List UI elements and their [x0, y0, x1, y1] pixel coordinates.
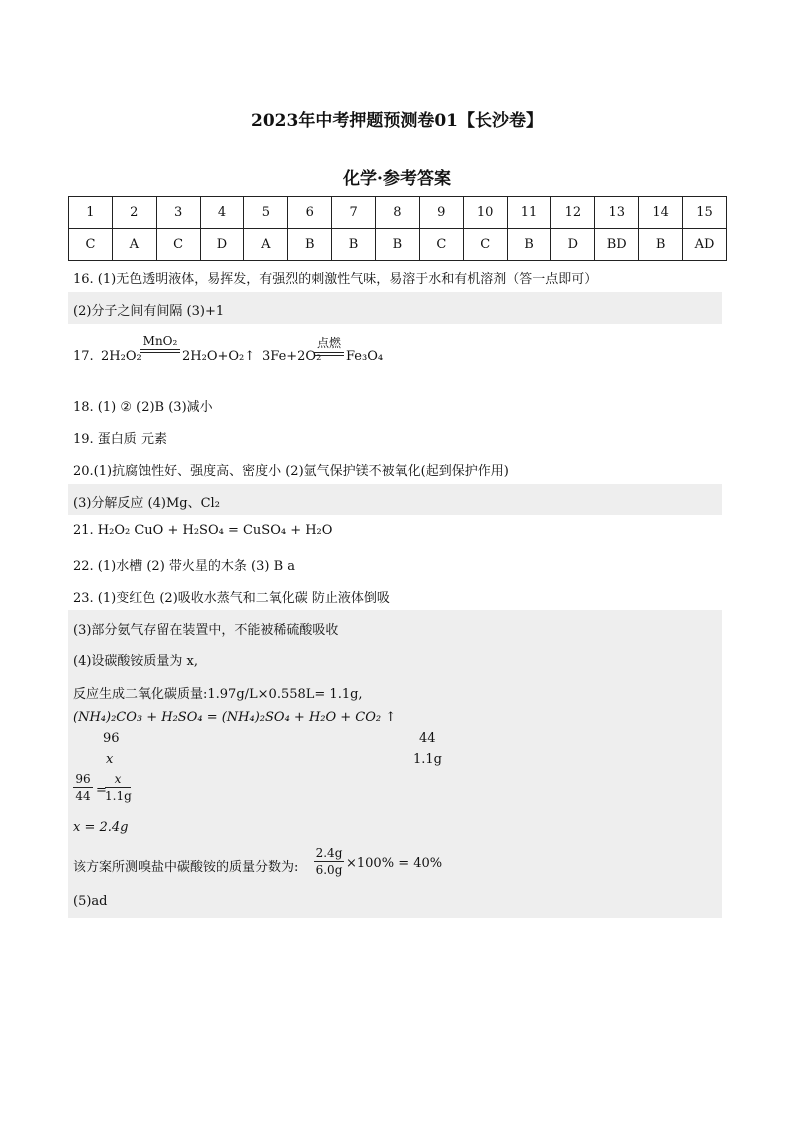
ratio-fraction-2 [105, 772, 131, 803]
question-number-cell: 8 [376, 197, 420, 229]
mass-44: 44 [419, 731, 436, 746]
answer-cell: C [69, 229, 113, 261]
question-number-cell: 4 [200, 197, 244, 229]
mass-96: 96 [103, 731, 120, 746]
answer-23-line4: 反应生成二氧化碳质量:1.97g/L×0.558L= 1.1g, [73, 687, 363, 702]
answer-17-eq2-left: 3Fe+2O₂ [262, 349, 322, 364]
answer-17-eq2-condition [314, 334, 344, 356]
question-number-cell: 2 [112, 197, 156, 229]
table-row-numbers [69, 197, 727, 229]
answer-cell: B [288, 229, 332, 261]
equals-sign [314, 352, 344, 356]
answer-cell: D [551, 229, 595, 261]
question-number-cell: 15 [683, 197, 727, 229]
question-number-cell: 12 [551, 197, 595, 229]
answer-23-line2: (3)部分氨气存留在装置中，不能被稀硫酸吸收 [73, 623, 339, 638]
equals-sign [140, 349, 180, 353]
ratio-fraction-1 [73, 772, 93, 803]
ratio-equals: = [96, 783, 107, 798]
fraction-numerator: 2.4g [315, 846, 343, 860]
condition-label: 点燃 [316, 336, 341, 350]
answer-23-line1: 23. (1)变红色 (2)吸收水蒸气和二氧化碳 防止液体倒吸 [73, 591, 390, 606]
result-x: x = 2.4g [73, 820, 129, 835]
question-number-cell: 1 [69, 197, 113, 229]
answer-22: 22. (1)水槽 (2) 带火星的木条 (3) B a [73, 559, 296, 574]
fraction-denominator: 44 [75, 789, 91, 803]
mass-x: x [106, 752, 114, 767]
answer-19: 19. 蛋白质 元素 [73, 432, 167, 447]
question-number-cell: 10 [463, 197, 507, 229]
answer-cell: A [244, 229, 288, 261]
question-number-cell: 5 [244, 197, 288, 229]
answer-cell: B [507, 229, 551, 261]
answer-17-eq1-left: 2H₂O₂ [101, 349, 142, 364]
page-subtitle: 化学·参考答案 [343, 169, 451, 189]
mass-fraction-suffix: ×100% = 40% [346, 856, 443, 871]
answer-18: 18. (1) ② (2)B (3)减小 [73, 400, 213, 415]
table-row-answers [69, 229, 727, 261]
answer-16-line1: 16. (1)无色透明液体，易挥发，有强烈的刺激性气味，易溶于水和有机溶剂（答一点即可） [73, 272, 598, 287]
answer-21: 21. H₂O₂ CuO + H₂SO₄ = CuSO₄ + H₂O [73, 523, 333, 538]
answer-cell: D [200, 229, 244, 261]
answer-17-eq1-condition [140, 334, 180, 353]
question-number-cell: 9 [419, 197, 463, 229]
fraction-denominator: 6.0g [315, 863, 343, 877]
mass-fraction [314, 846, 344, 877]
answer-23-line3: (4)设碳酸铵质量为 x, [73, 654, 199, 669]
fraction-numerator: x [114, 772, 122, 786]
answer-16-line2: (2)分子之间有间隔 (3)+1 [73, 304, 225, 319]
answer-cell: C [156, 229, 200, 261]
answer-17-eq1-right: 2H₂O+O₂↑ [182, 349, 256, 364]
fraction-denominator: 1.1g [105, 789, 132, 803]
question-number-cell: 13 [595, 197, 639, 229]
answer-cell: C [419, 229, 463, 261]
fraction-bar [314, 861, 344, 862]
question-number-cell: 14 [639, 197, 683, 229]
answer-23-equation: (NH₄)₂CO₃ + H₂SO₄ = (NH₄)₂SO₄ + H₂O + CO₂ ↑ [73, 710, 397, 725]
answer-cell: B [376, 229, 420, 261]
answer-23-line5: (5)ad [73, 894, 108, 909]
mass-fraction-prefix: 该方案所测嗅盐中碳酸铵的质量分数为: [73, 860, 299, 875]
answer-20-line1: 20.(1)抗腐蚀性好、强度高、密度小 (2)氩气保护镁不被氧化(起到保护作用) [73, 464, 509, 479]
answer-table [68, 196, 727, 261]
answer-cell: AD [683, 229, 727, 261]
answer-cell: BD [595, 229, 639, 261]
answer-cell: B [639, 229, 683, 261]
question-number-cell: 6 [288, 197, 332, 229]
mass-1-1g: 1.1g [413, 752, 442, 767]
answer-17-eq2-right: Fe₃O₄ [346, 349, 384, 364]
fraction-numerator: 96 [75, 772, 91, 786]
fraction-bar [73, 787, 93, 788]
answer-cell: C [463, 229, 507, 261]
page-title: 2023年中考押题预测卷01【长沙卷】 [251, 111, 543, 131]
question-number-cell: 7 [332, 197, 376, 229]
question-number-cell: 11 [507, 197, 551, 229]
answer-cell: A [112, 229, 156, 261]
fraction-bar [105, 787, 131, 788]
answer-17-number: 17. [73, 349, 94, 364]
question-number-cell: 3 [156, 197, 200, 229]
catalyst-label: MnO₂ [142, 334, 178, 348]
answer-20-line2: (3)分解反应 (4)Mg、Cl₂ [73, 496, 220, 511]
answer-cell: B [332, 229, 376, 261]
